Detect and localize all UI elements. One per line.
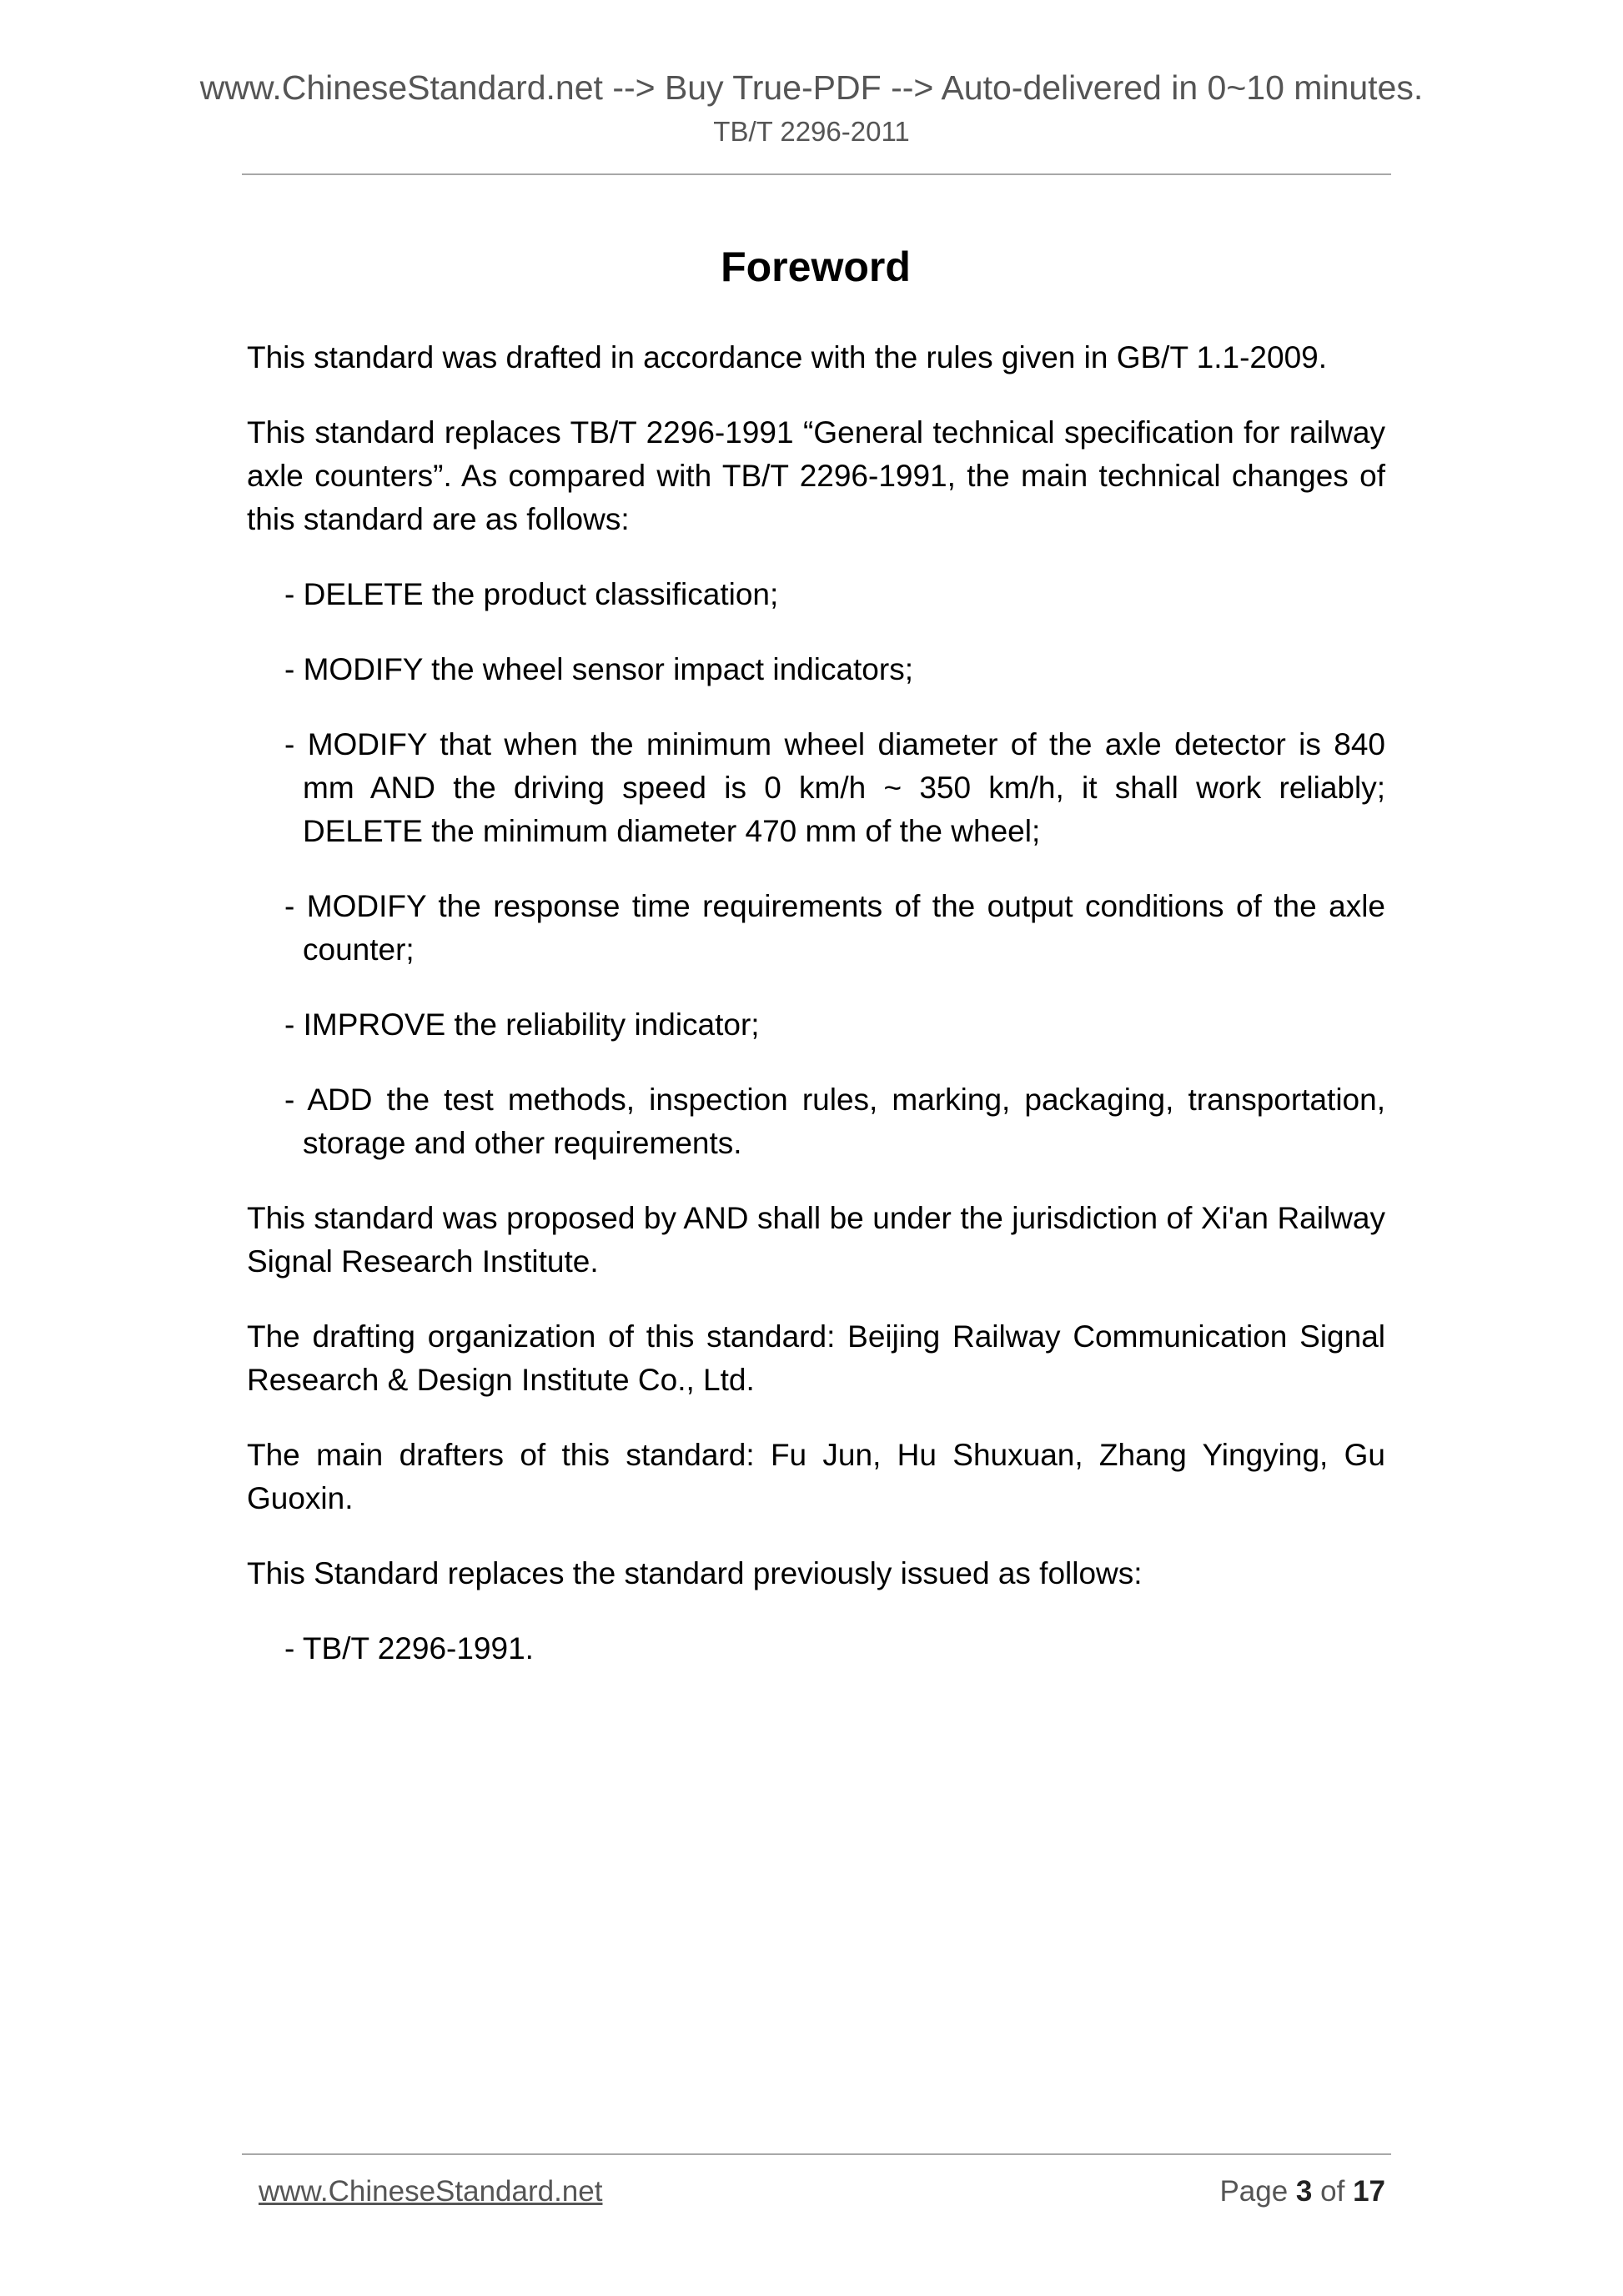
list-item: - IMPROVE the reliability indicator; <box>284 1007 760 1042</box>
paragraph-drafting-rules: This standard was drafted in accordance with the rules given in GB/T 1.1-2009. <box>247 340 1328 374</box>
list-item: - ADD the test methods, inspection rules, marking, packaging, transportation, storage and other requirements. <box>284 1083 1385 1160</box>
list-item: - MODIFY that when the minimum wheel diameter of the axle detector is 840 mm AND the driving speed is 0 km/h ~ 350 km/h, it shall work reliably; DELETE the minimum diameter 470 mm of the wheel; <box>284 727 1385 848</box>
footer-divider <box>242 2153 1391 2155</box>
paragraph-previous-issues: This Standard replaces the standard previously issued as follows: <box>247 1556 1143 1590</box>
paragraph-drafting-organization: The drafting organization of this standard: Beijing Railway Communication Signal Research & Design Institute Co., Ltd. <box>247 1319 1385 1397</box>
list-item: - MODIFY the response time requirements of the output conditions of the axle counter; <box>284 889 1385 967</box>
header-divider <box>242 173 1391 175</box>
total-pages: 17 <box>1353 2175 1385 2208</box>
document-code: TB/T 2296-2011 <box>713 116 910 147</box>
footer-website-link[interactable]: www.ChineseStandard.net <box>259 2175 603 2208</box>
paragraph-proposed-by: This standard was proposed by AND shall be under the jurisdiction of Xi'an Railway Signal Research Institute. <box>247 1201 1385 1279</box>
list-item: - TB/T 2296-1991. <box>284 1631 534 1665</box>
current-page: 3 <box>1295 2175 1313 2208</box>
paragraph-main-drafters: The main drafters of this standard: Fu Jun, Hu Shuxuan, Zhang Yingying, Gu Guoxin. <box>247 1438 1385 1515</box>
page-title: Foreword <box>721 244 911 290</box>
page-label: Page <box>1219 2175 1289 2208</box>
list-item: - DELETE the product classification; <box>284 577 779 611</box>
paragraph-replaces: This standard replaces TB/T 2296-1991 “General technical specification for railway axle counters”. As compared with TB/T 2296-1991, the main technical changes of this standard are as follows: <box>247 415 1385 536</box>
list-item: - MODIFY the wheel sensor impact indicators; <box>284 652 913 686</box>
header-banner: www.ChineseStandard.net --> Buy True-PDF --> Auto-delivered in 0~10 minutes. <box>199 68 1424 107</box>
foreword-body <box>247 336 1385 1671</box>
page-of-label: of <box>1320 2175 1345 2208</box>
page-number <box>1219 2173 1385 2210</box>
